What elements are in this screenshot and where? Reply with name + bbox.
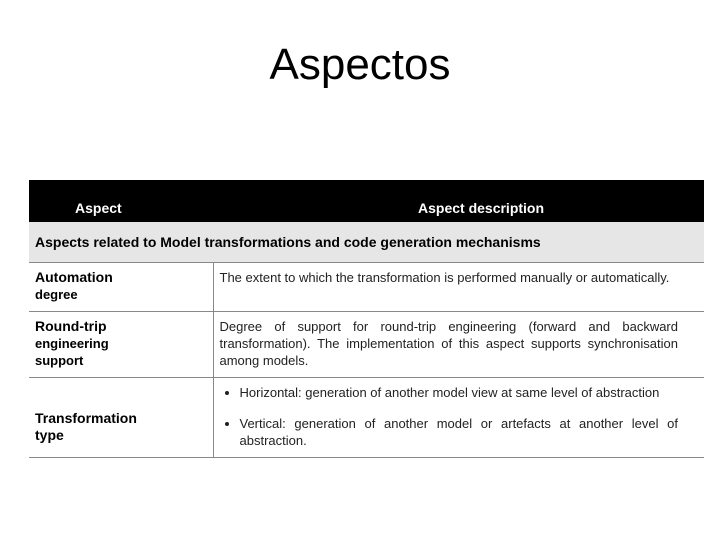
section-row [29, 222, 704, 263]
aspect-name-line: support [35, 353, 84, 368]
aspect-description: Degree of support for round-trip engineering (forward and backward transformation). The implementation of this aspect supports synchronisation among models. [213, 312, 704, 378]
aspect-name-line: Automation [35, 269, 113, 285]
section-title: Aspects related to Model transformations and code generation mechanisms [29, 222, 704, 263]
aspect-name-line: Transformation [35, 410, 137, 426]
table-row [29, 312, 704, 378]
table-row [29, 263, 704, 312]
aspect-description [213, 378, 704, 458]
header-aspect: Aspect [75, 200, 122, 216]
slide-title: Aspectos [269, 40, 451, 89]
aspect-name-cell [29, 263, 213, 312]
table-row [29, 378, 704, 458]
aspect-name-line: engineering [35, 336, 109, 351]
header-aspect-description: Aspect description [418, 200, 545, 216]
aspect-name-cell [29, 378, 213, 458]
aspects-table [29, 180, 704, 458]
aspect-name-line: type [35, 427, 64, 443]
table-header-row [29, 180, 704, 222]
aspect-name-cell [29, 312, 213, 378]
aspect-name-line: Round-trip [35, 318, 107, 334]
list-item: • Vertical: generation of another model or artefacts at another level of abstraction. [240, 415, 679, 449]
aspect-name-line: degree [35, 287, 78, 302]
bullet-list [220, 384, 679, 449]
aspect-description: The extent to which the transformation is performed manually or automatically. [213, 263, 704, 312]
list-item: • Horizontal: generation of another model view at same level of abstraction [240, 384, 679, 401]
